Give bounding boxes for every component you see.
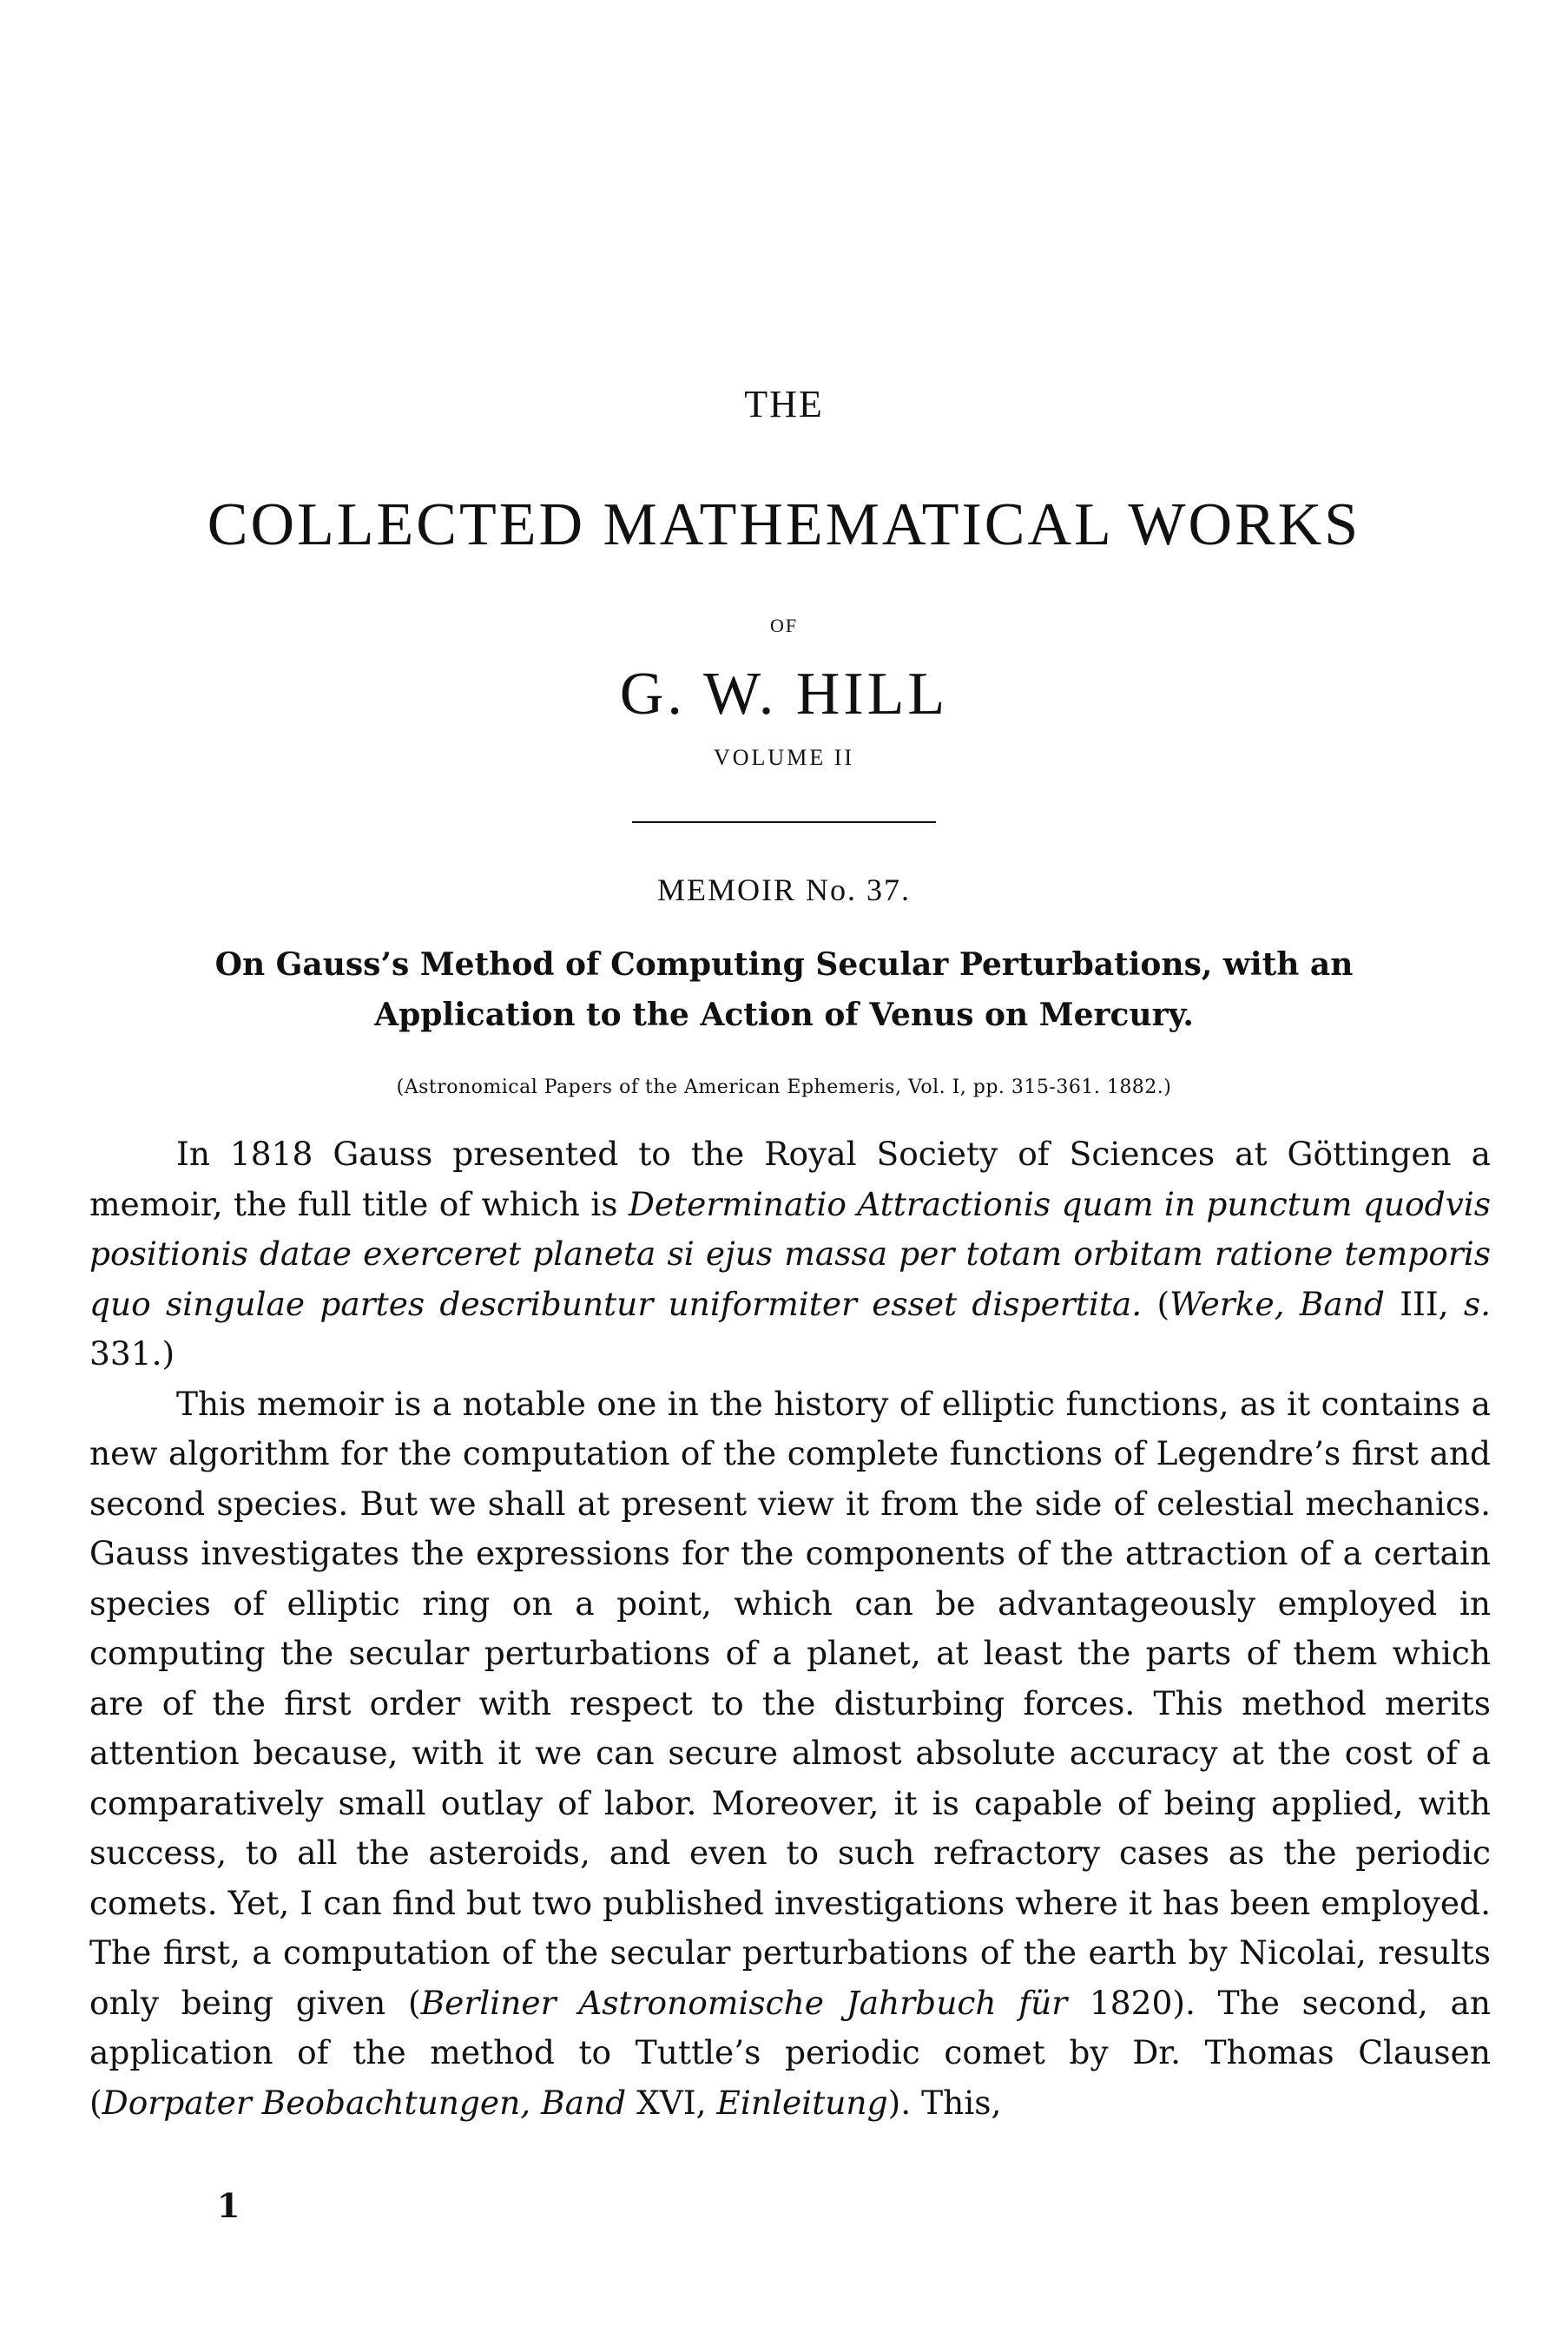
title-of: OF — [769, 615, 799, 636]
memoir-title-line-1: On Gauss’s Method of Computing Secular Perturbations, with an — [214, 946, 1354, 983]
volume-label: VOLUME II — [713, 745, 855, 770]
paragraph-1-text-4: 331.) — [89, 1334, 175, 1373]
book-title: COLLECTED MATHEMATICAL WORKS — [207, 491, 1361, 558]
paragraph-1-italic-2: Werke, Band — [1169, 1284, 1385, 1323]
paragraph-1-italic-1: Determinatio Attractionis quam in punctum quodvis positionis datae exerceret planeta si ejus massa per totam orbitam ratione temporis quo singulae partes describuntur uniformiter esset dispertita. — [89, 1184, 1491, 1323]
paragraph-1-text-2: ( — [1142, 1284, 1170, 1323]
paragraph-1-italic-3: s. — [1463, 1284, 1491, 1323]
section-divider — [632, 821, 936, 823]
memoir-title-line-2: Application to the Action of Venus on Mercury. — [374, 997, 1194, 1033]
paragraph-1-text-1: In 1818 Gauss presented to the Royal Society of Sciences at Göttingen a memoir, the full title of which is — [89, 1135, 1491, 1223]
paragraph-2 — [89, 1380, 1491, 2129]
paragraph-2-text-2: 1820). The second, an application of the method to Tuttle’s periodic comet by Dr. Thomas Clausen ( — [89, 1983, 1491, 2122]
memoir-title — [139, 939, 1429, 1040]
paragraph-2-text-4: ). This, — [887, 2083, 1002, 2122]
paragraph-2-text-3: XVI, — [626, 2083, 717, 2122]
paragraph-2-italic-1: Berliner Astronomische Jahrbuch für — [420, 1983, 1068, 2022]
body-text — [89, 1129, 1491, 2128]
author-name: G. W. HILL — [619, 661, 949, 728]
memoir-number: MEMOIR No. 37. — [656, 872, 911, 907]
page-number: 1 — [217, 2186, 240, 2225]
paragraph-2-italic-2: Dorpater Beobachtungen, Band — [102, 2083, 627, 2122]
paragraph-1 — [89, 1129, 1491, 1380]
paragraph-2-italic-3: Einleitung — [716, 2083, 888, 2122]
paragraph-1-text-3: III, — [1384, 1284, 1464, 1323]
title-article: THE — [744, 383, 824, 425]
source-citation: (Astronomical Papers of the American Ephemeris, Vol. I, pp. 315-361. 1882.) — [396, 1077, 1172, 1098]
paragraph-2-text-1: This memoir is a notable one in the history of elliptic functions, as it contains a new algorithm for the computation of the complete functions of Legendre’s first and second species. But we shall at present view it from the side of celestial mechanics. Gauss investigates the expressions for the components of the attraction of a certain species of elliptic ring on a point, which can be advantageously employed in computing the secular perturbations of a planet, at least the parts of them which are of the first order with respect to the disturbing forces. This method merits attention because, with it we can secure almost absolute accuracy at the cost of a comparatively small outlay of labor. Moreover, it is capable of being applied, with success, to all the asteroids, and even to such refractory cases as the periodic comets. Yet, I can find but two published investigations where it has been employed. The first, a computation of the secular perturbations of the earth by Nicolai, results only being given ( — [89, 1384, 1491, 2022]
